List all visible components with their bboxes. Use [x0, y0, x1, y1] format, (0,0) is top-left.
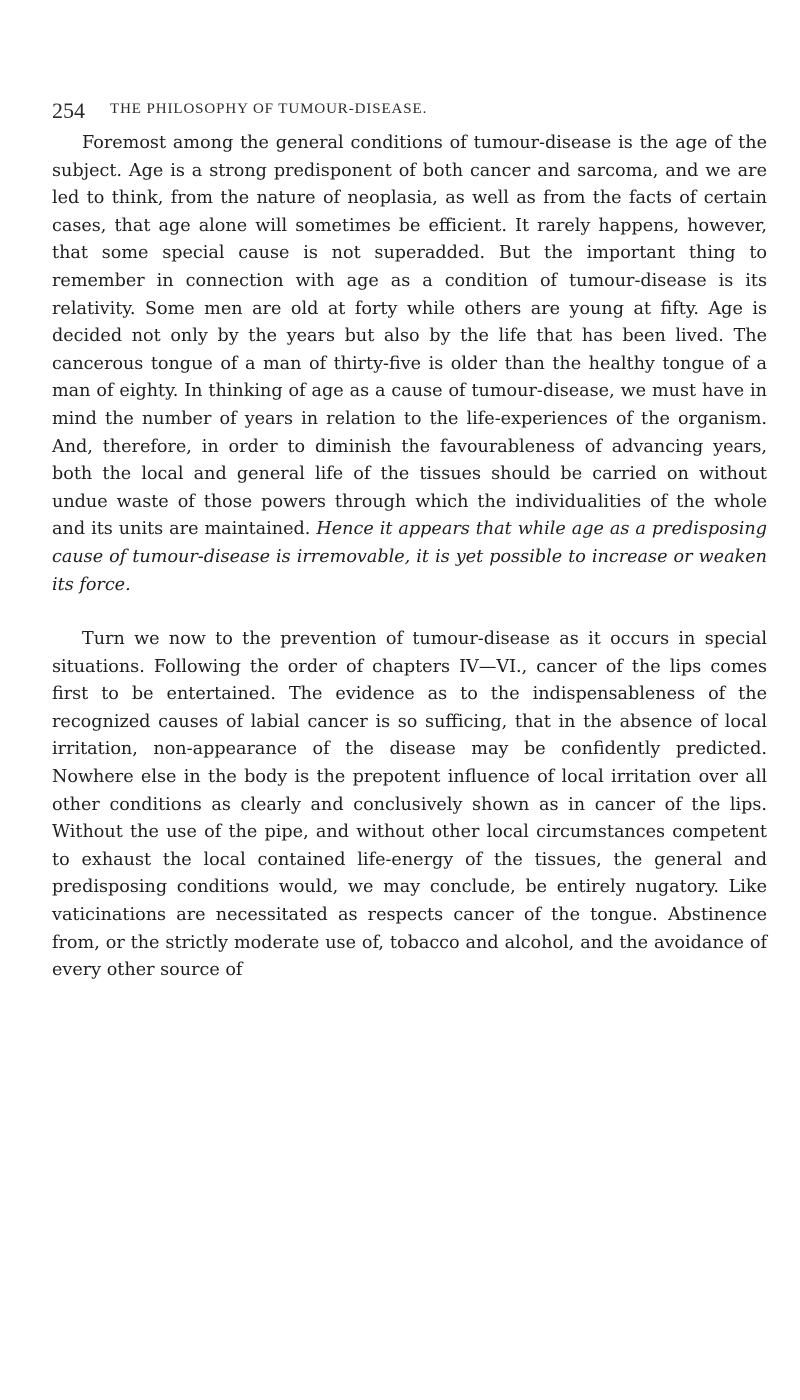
running-head	[52, 88, 770, 130]
page-number: 254	[52, 98, 85, 123]
paragraph-text: Foremost among the general conditions of tumour-disease is the age of the subject. Age is a strong predisponent of both cancer and sarcoma, and we are led to think, from the nature of neoplasia, as well as from the facts of certain cases, that age alone will sometimes be efficient. It rarely happens, however, that some special cause is not superadded. But the important thing to remember in connection with age as a condition of tumour-disease is its relativity. Some men are old at forty while others are young at fifty. Age is decided not only by the years but also by the life that has been lived. The cancerous tongue of a man of thirty-five is older than the healthy tongue of a man of eighty. In thinking of age as a cause of tumour-disease, we must have in mind the number of years in relation to the life-experiences of the organism. And, therefore, in order to diminish the favourableness of advancing years, both the local and general life of the tissues should be carried on without undue waste of those powers through which the individualities of the whole and its units are maintained.	[52, 133, 767, 540]
running-head-title: THE PHILOSOPHY OF TUMOUR-DISEASE.	[110, 101, 428, 117]
paragraph-prevention	[52, 626, 767, 985]
paragraph-text: Turn we now to the prevention of tumour-disease as it occurs in special situations. Following the order of chapters IV—VI., cancer of the lips comes first to be entertained. The evidence as to the indispensableness of the recognized causes of labial cancer is so sufficing, that in the absence of local irritation, non-appearance of the disease may be confidently predicted. Nowhere else in the body is the prepotent influence of local irritation over all other conditions as clearly and conclusively shown as in cancer of the lips. Without the use of the pipe, and without other local circumstances competent to exhaust the local contained life-energy of the tissues, the general and predisposing conditions would, we may conclude, be entirely nugatory. Like vaticinations are necessitated as respects cancer of the tongue. Abstinence from, or the strictly moderate use of, tobacco and alcohol, and the avoidance of every other source of	[52, 629, 767, 981]
paragraph-age	[52, 130, 767, 599]
italic-conclusion: Hence it appears that while age as a predisposing cause of tumour-disease is irremovable, it is yet possible to increase or weaken its force.	[52, 519, 767, 595]
